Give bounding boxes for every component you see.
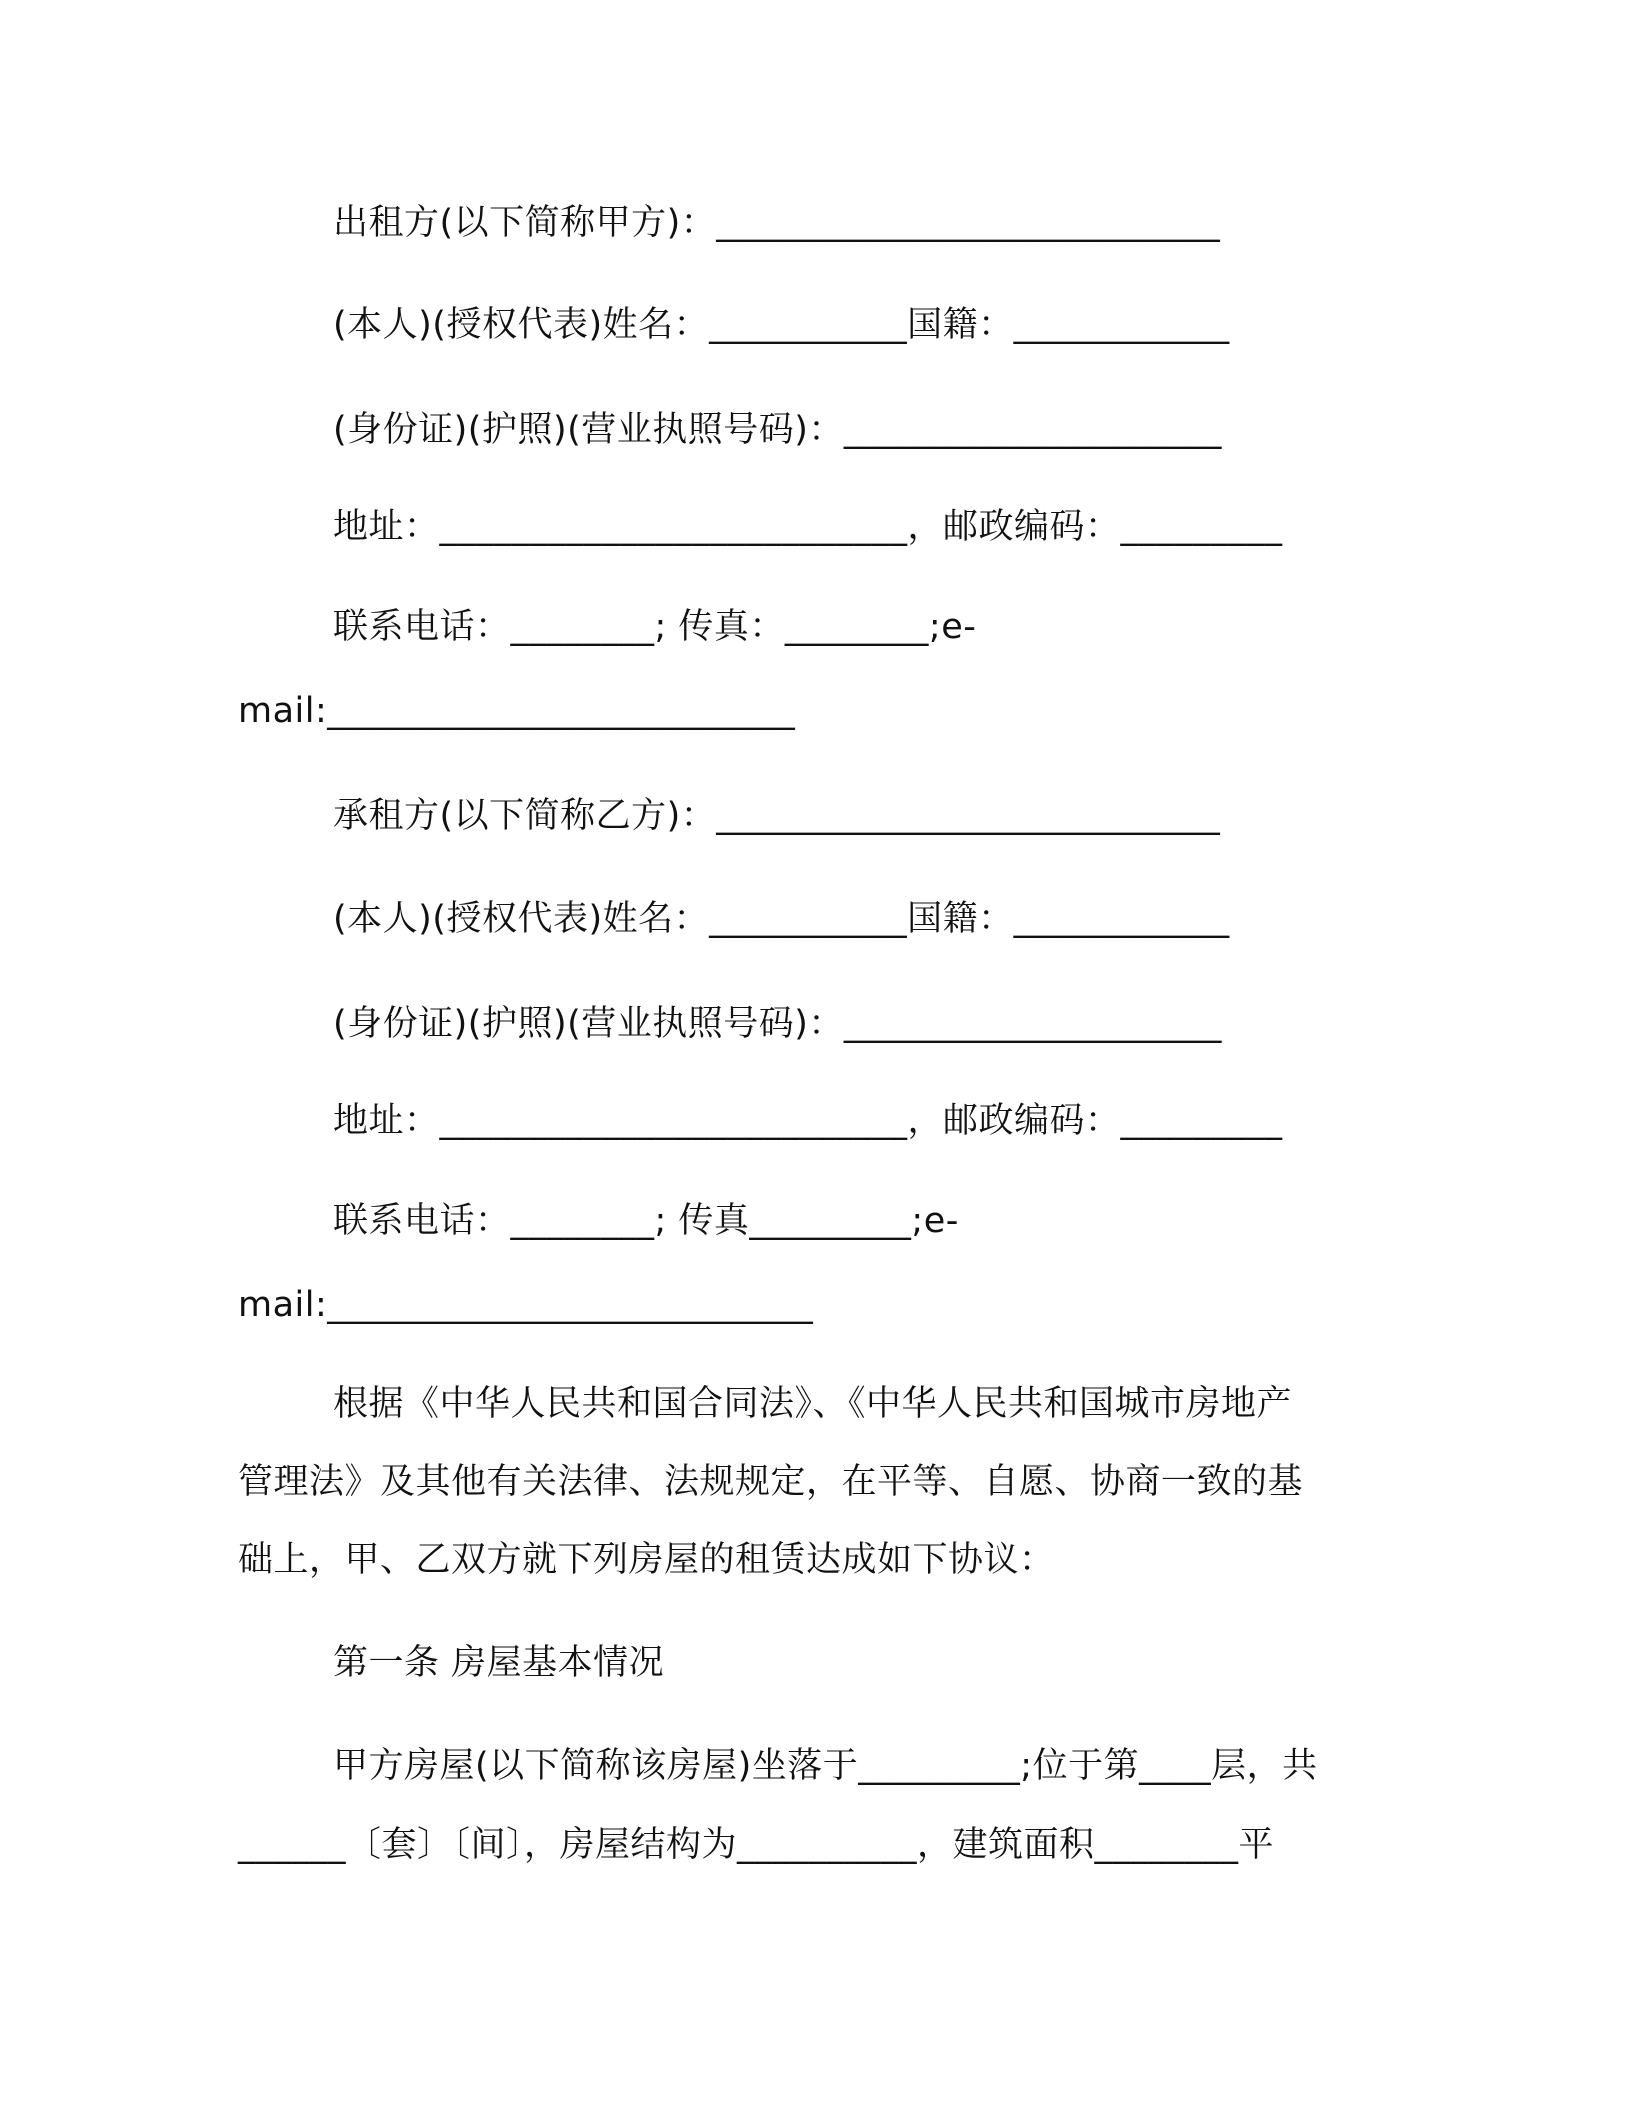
article-1-heading: 第一条 房屋基本情况 (333, 1643, 665, 1683)
lessor-heading-line: 出租方(以下简称甲方)：____________________________ (333, 203, 1221, 243)
preamble-line-2: 管理法》及其他有关法律、法规规定，在平等、自愿、协商一致的基 (238, 1462, 1304, 1502)
lessor-email-line: mail:__________________________ (238, 691, 796, 731)
lessee-address-line: 地址：__________________________，邮政编码：_________ (333, 1101, 1283, 1141)
lessee-heading-line: 承租方(以下简称乙方)：____________________________ (333, 796, 1221, 836)
lessor-address-line: 地址：__________________________，邮政编码：_________ (333, 507, 1283, 547)
lessee-id-line: (身份证)(护照)(营业执照号码)：_____________________ (333, 1004, 1222, 1044)
lessor-id-line: (身份证)(护照)(营业执照号码)：_____________________ (333, 410, 1222, 450)
preamble-line-3: 础上，甲、乙双方就下列房屋的租赁达成如下协议： (238, 1540, 1055, 1580)
lessor-phone-fax-line: 联系电话：________; 传真：________;e- (333, 607, 977, 647)
lessee-phone-fax-line: 联系电话：________; 传真_________;e- (333, 1201, 959, 1241)
article-1-line-1: 甲方房屋(以下简称该房屋)坐落于_________;位于第____层，共 (333, 1746, 1318, 1786)
article-1-line-2: ______〔套〕〔间〕，房屋结构为__________，建筑面积________平 (238, 1825, 1275, 1865)
lessee-email-line: mail:___________________________ (238, 1285, 814, 1325)
lessor-name-nationality-line: (本人)(授权代表)姓名：___________国籍：____________ (333, 305, 1230, 345)
lessee-name-nationality-line: (本人)(授权代表)姓名：___________国籍：____________ (333, 899, 1230, 939)
preamble-line-1: 根据《中华人民共和国合同法》、《中华人民共和国城市房地产 (333, 1384, 1293, 1424)
